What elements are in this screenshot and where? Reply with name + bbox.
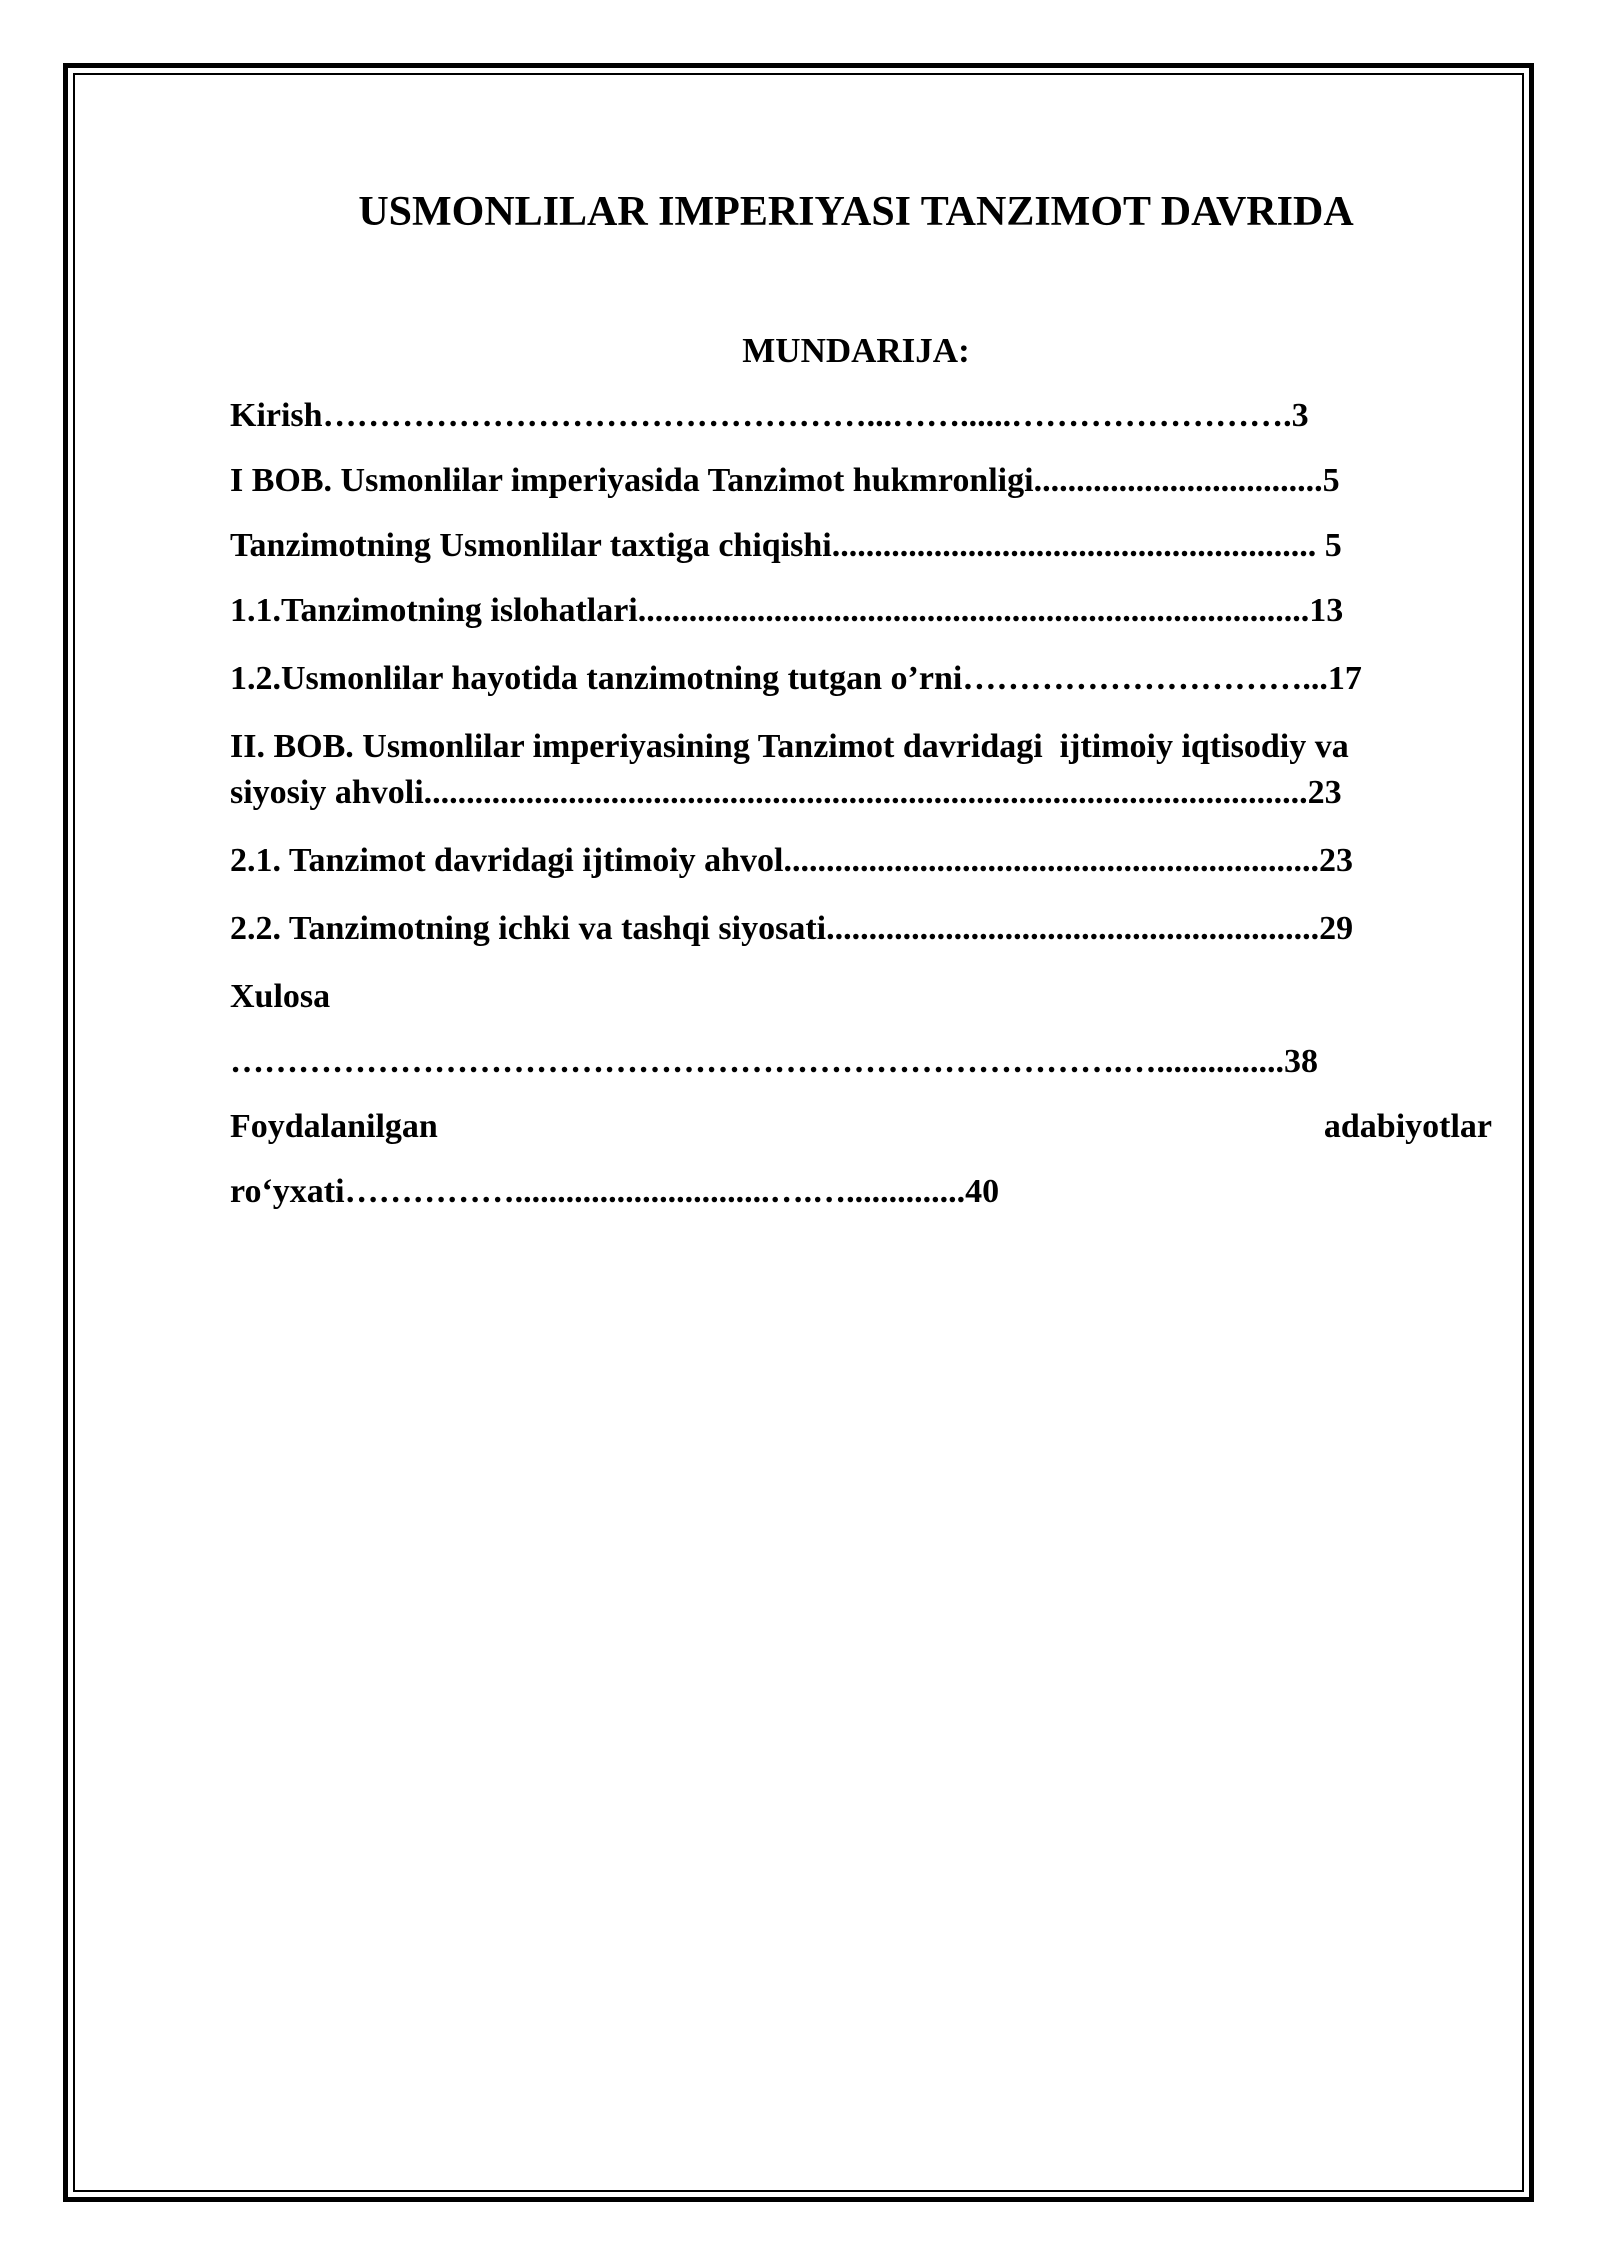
toc-entry-1-2: 1.2.Usmonlilar hayotida tanzimotning tutgan o’rni…………………………...17 <box>230 660 1362 697</box>
toc-entry-xulosa-leader: …………………………………………………………………….…...............38 <box>230 1043 1318 1080</box>
toc-entry-2-2: 2.2. Tanzimotning ichki va tashqi siyosati..........................................................29 <box>230 910 1354 947</box>
document-title: USMONLILAR IMPERIYASI TANZIMOT DAVRIDA <box>358 189 1354 235</box>
toc-entry-2-1: 2.1. Tanzimot davridagi ijtimoiy ahvol...............................................................23 <box>230 842 1353 879</box>
toc-entry-taxtga-chiqishi: Tanzimotning Usmonlilar taxtiga chiqishi......................................................... 5 <box>230 527 1342 564</box>
toc-entry-xulosa: Xulosa <box>230 978 331 1015</box>
adabiyotlar-right-word: adabiyotlar <box>1323 1108 1492 1145</box>
toc-heading: MUNDARIJA: <box>742 331 970 370</box>
toc-entry-bob-2-line-2: siyosiy ahvoli........................................................................................................23 <box>230 774 1342 811</box>
toc-entry-bob-2-line-1: II. BOB. Usmonlilar imperiyasining Tanzimot davridagi ijtimoiy iqtisodiy va <box>230 728 1349 765</box>
toc-entry-kirish: Kirish…………………………………………...……......…………………….3 <box>230 397 1309 434</box>
adabiyotlar-left-word: Foydalanilgan <box>230 1108 438 1145</box>
toc-entry-bob-1: I BOB. Usmonlilar imperiyasida Tanzimot hukmronligi..................................5 <box>230 462 1340 499</box>
toc-entry-1-1: 1.1.Tanzimotning islohatlari...............................................................................13 <box>230 592 1344 629</box>
toc-entry-adabiyotlar-line-1 <box>230 1106 1492 1148</box>
toc-entry-adabiyotlar-line-2: ro‘yxati……………..............................….…..............40 <box>230 1173 1000 1210</box>
